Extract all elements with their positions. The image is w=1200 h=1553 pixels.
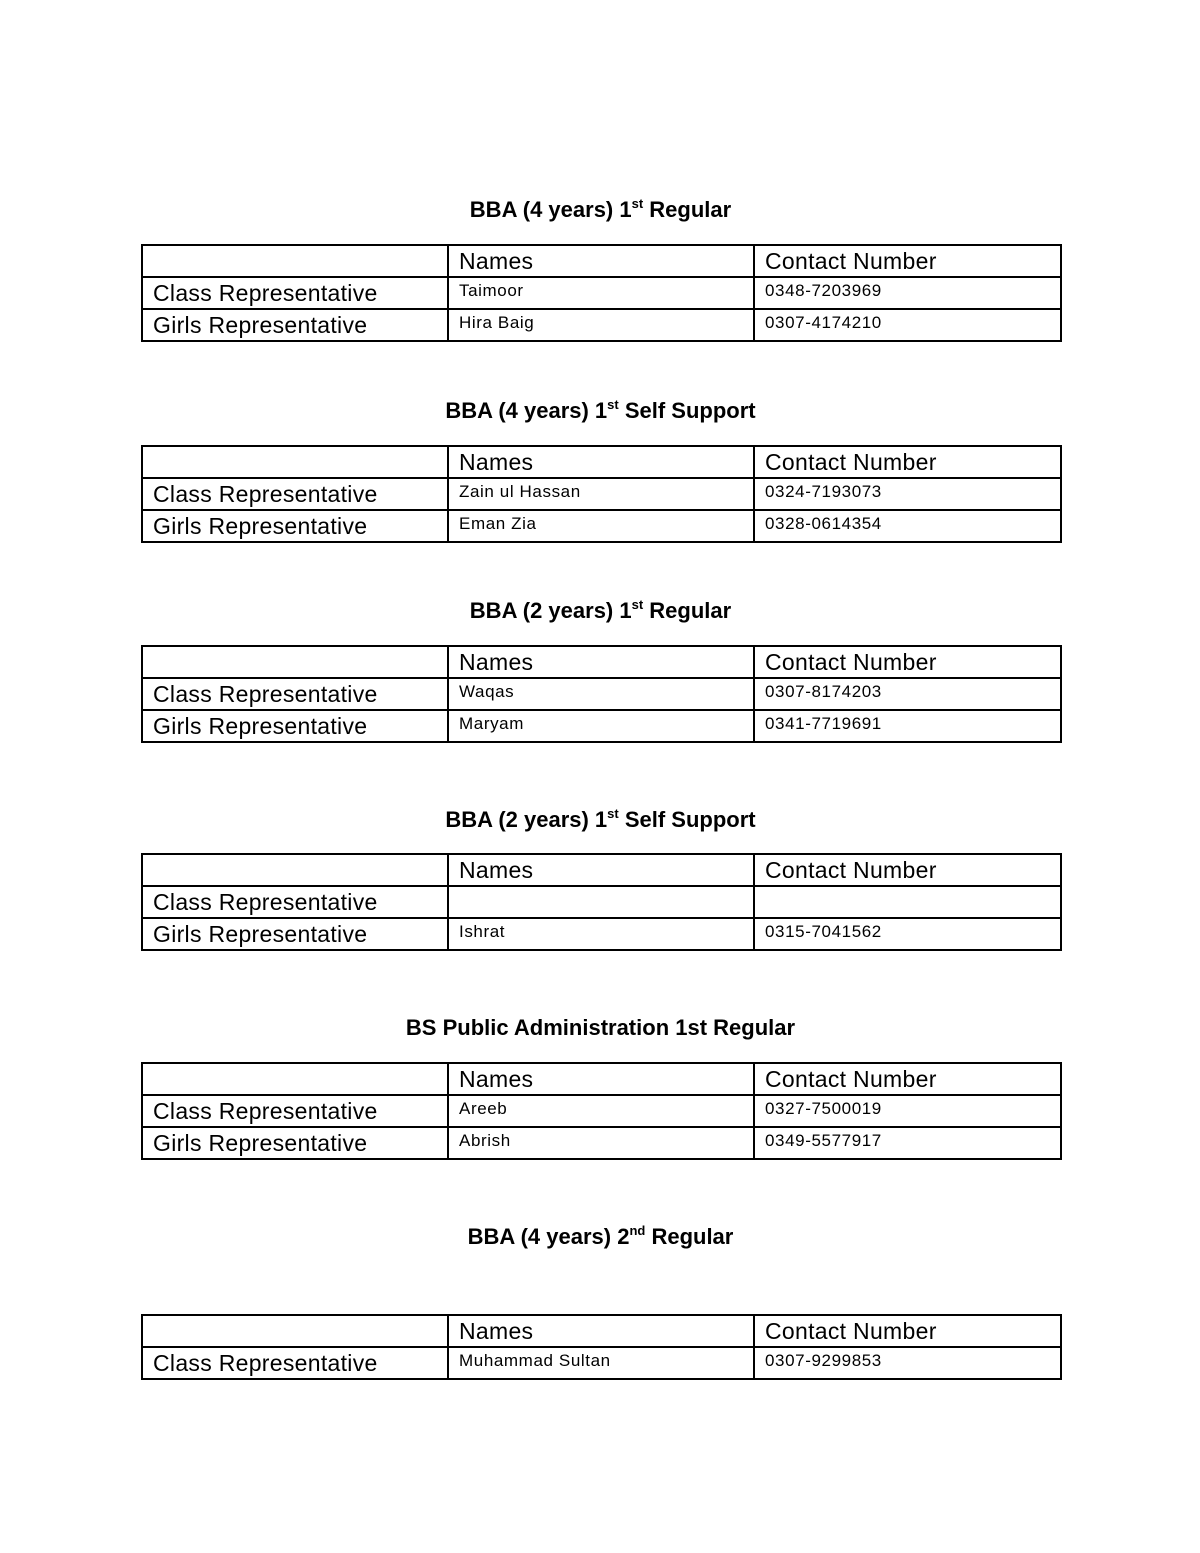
name-cell: Zain ul Hassan — [448, 478, 754, 510]
table-row — [142, 1095, 1061, 1127]
role-cell: Girls Representative — [142, 1127, 448, 1159]
name-cell: Taimoor — [448, 277, 754, 309]
contact-cell: 0315-7041562 — [754, 918, 1061, 950]
section-title: BBA (4 years) 2nd Regular — [467, 1223, 734, 1249]
table-row — [142, 309, 1061, 341]
contact-cell: 0341-7719691 — [754, 710, 1061, 742]
contact-cell — [754, 886, 1061, 918]
contact-cell: 0328-0614354 — [754, 510, 1061, 542]
name-cell: Eman Zia — [448, 510, 754, 542]
role-cell: Class Representative — [142, 1095, 448, 1127]
role-cell: Girls Representative — [142, 510, 448, 542]
header-contact-number: Contact Number — [754, 446, 1061, 478]
header-names: Names — [448, 446, 754, 478]
header-contact-number: Contact Number — [754, 1063, 1061, 1095]
role-cell: Class Representative — [142, 886, 448, 918]
table-header-row — [142, 1315, 1061, 1347]
representatives-table — [141, 1314, 1062, 1380]
name-cell — [448, 886, 754, 918]
contact-cell: 0349-5577917 — [754, 1127, 1061, 1159]
header-contact-number: Contact Number — [754, 646, 1061, 678]
role-cell: Class Representative — [142, 277, 448, 309]
section-title: BBA (4 years) 1st Self Support — [445, 397, 756, 423]
header-names: Names — [448, 1315, 754, 1347]
contact-cell: 0307-4174210 — [754, 309, 1061, 341]
role-cell: Class Representative — [142, 478, 448, 510]
section-title: BBA (2 years) 1st Regular — [469, 597, 732, 623]
contact-cell: 0307-9299853 — [754, 1347, 1061, 1379]
name-cell: Muhammad Sultan — [448, 1347, 754, 1379]
name-cell: Maryam — [448, 710, 754, 742]
header-names: Names — [448, 1063, 754, 1095]
table-row — [142, 710, 1061, 742]
table-row — [142, 886, 1061, 918]
header-role-cell — [142, 1315, 448, 1347]
role-cell: Class Representative — [142, 1347, 448, 1379]
table-header-row — [142, 1063, 1061, 1095]
header-names: Names — [448, 245, 754, 277]
table-row — [142, 510, 1061, 542]
representatives-table — [141, 645, 1062, 743]
table-row — [142, 918, 1061, 950]
representatives-table — [141, 445, 1062, 543]
header-contact-number: Contact Number — [754, 854, 1061, 886]
table-header-row — [142, 446, 1061, 478]
header-role-cell — [142, 854, 448, 886]
contact-cell: 0324-7193073 — [754, 478, 1061, 510]
representatives-table — [141, 853, 1062, 951]
header-contact-number: Contact Number — [754, 1315, 1061, 1347]
name-cell: Hira Baig — [448, 309, 754, 341]
table-row — [142, 478, 1061, 510]
table-row — [142, 678, 1061, 710]
role-cell: Girls Representative — [142, 710, 448, 742]
header-role-cell — [142, 1063, 448, 1095]
representatives-table — [141, 1062, 1062, 1160]
table-row — [142, 277, 1061, 309]
table-row — [142, 1127, 1061, 1159]
header-role-cell — [142, 446, 448, 478]
representatives-table — [141, 244, 1062, 342]
section-title: BBA (4 years) 1st Regular — [469, 196, 732, 222]
name-cell: Areeb — [448, 1095, 754, 1127]
header-role-cell — [142, 646, 448, 678]
table-header-row — [142, 245, 1061, 277]
table-row — [142, 1347, 1061, 1379]
header-names: Names — [448, 646, 754, 678]
contact-cell: 0307-8174203 — [754, 678, 1061, 710]
section-title: BS Public Administration 1st Regular — [405, 1015, 796, 1040]
table-header-row — [142, 854, 1061, 886]
header-role-cell — [142, 245, 448, 277]
contact-cell: 0327-7500019 — [754, 1095, 1061, 1127]
name-cell: Ishrat — [448, 918, 754, 950]
header-contact-number: Contact Number — [754, 245, 1061, 277]
table-header-row — [142, 646, 1061, 678]
role-cell: Girls Representative — [142, 309, 448, 341]
header-names: Names — [448, 854, 754, 886]
name-cell: Waqas — [448, 678, 754, 710]
contact-cell: 0348-7203969 — [754, 277, 1061, 309]
role-cell: Class Representative — [142, 678, 448, 710]
section-title: BBA (2 years) 1st Self Support — [445, 806, 756, 832]
name-cell: Abrish — [448, 1127, 754, 1159]
role-cell: Girls Representative — [142, 918, 448, 950]
